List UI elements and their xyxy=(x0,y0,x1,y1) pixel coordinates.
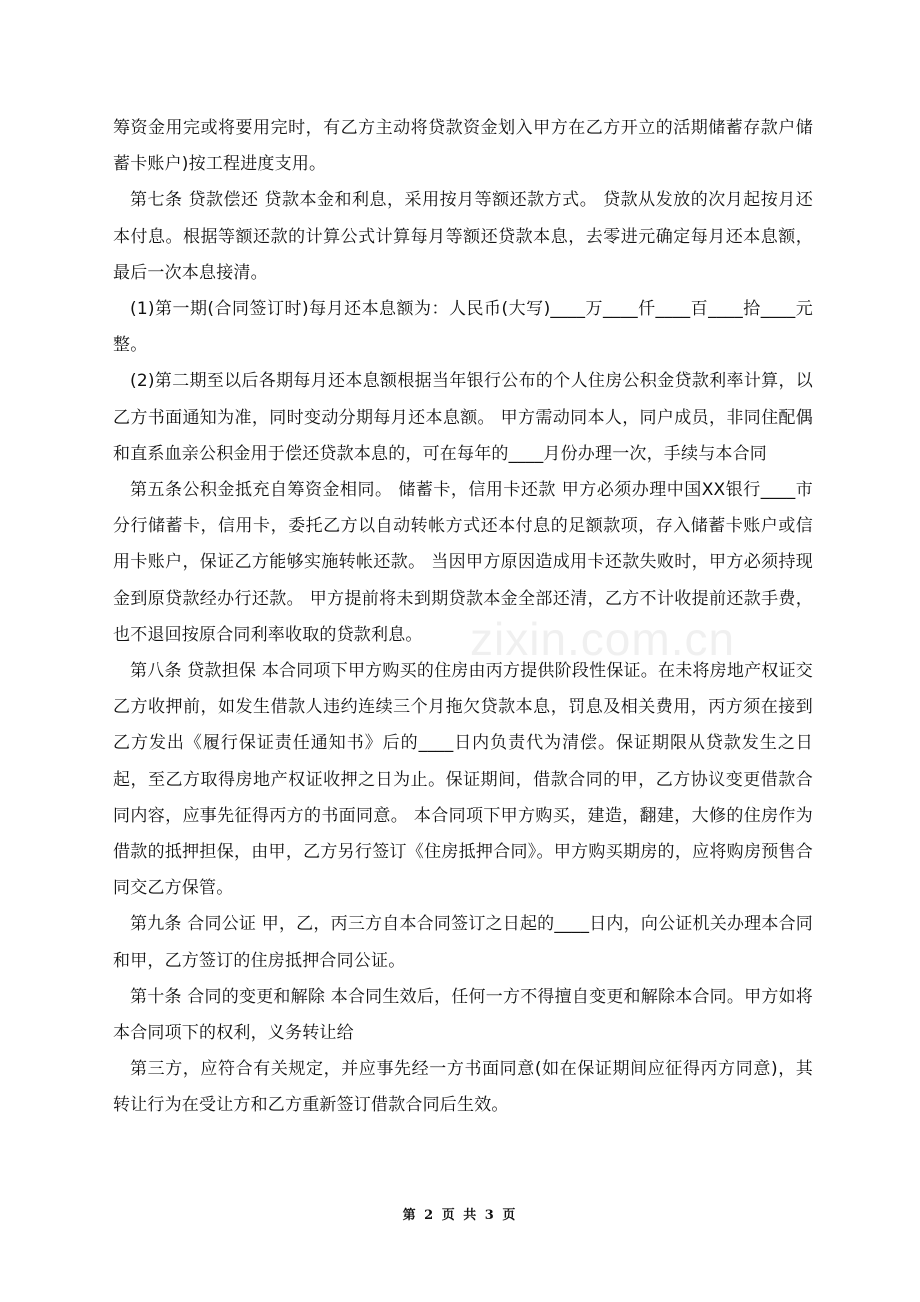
page-number-footer: 第 2 页 共 3 页 xyxy=(402,1208,518,1223)
document-body xyxy=(113,110,813,1124)
paragraph-3: (1)第一期(合同签订时)每月还本息额为：人民币(大写)____万____仟____百____拾____元整。 xyxy=(113,299,813,356)
paragraph-8: 第十条 合同的变更和解除 本合同生效后，任何一方不得擅自变更和解除本合同。甲方如将本合同项下的权利，义务转让给 xyxy=(113,986,813,1044)
paragraph-9: 第三方，应符合有关规定，并应事先经一方书面同意(如在保证期间应征得丙方同意)，其转让行为在受让方和乙方重新签订借款合同后生效。 xyxy=(113,1059,813,1116)
paragraph-1: 筹资金用完或将要用完时，有乙方主动将贷款资金划入甲方在乙方开立的活期储蓄存款户储蓄卡账户)按工程进度支用。 xyxy=(113,118,813,175)
paragraph-2: 第七条 贷款偿还 贷款本金和利息，采用按月等额还款方式。 贷款从发放的次月起按月还本付息。根据等额还款的计算公式计算每月等额还贷款本息，去零进元确定每月还本息额，最后一次本息接清。 xyxy=(113,190,813,283)
paragraph-6: 第八条 贷款担保 本合同项下甲方购买的住房由丙方提供阶段性保证。在未将房地产权证交乙方收押前，如发生借款人违约连续三个月拖欠贷款本息，罚息及相关费用，丙方须在接到乙方发出《履行保证责任通知书》后的____日内负责代为清偿。保证期限从贷款发生之日起，至乙方取得房地产权证收押之日为止。保证期间，借款合同的甲，乙方协议变更借款合同内容，应事先征得丙方的书面同意。 本合同项下甲方购买，建造，翻建，大修的住房作为借款的抵押担保，由甲，乙方另行签订《住房抵押合同》。甲方购买期房的，应将购房预售合同交乙方保管。 xyxy=(113,661,813,899)
watermark: zixin.com.cn xyxy=(470,613,736,665)
paragraph-4: (2)第二期至以后各期每月还本息额根据当年银行公布的个人住房公积金贷款利率计算，以乙方书面通知为准，同时变动分期每月还本息额。 甲方需动同本人，同户成员，非同住配偶和直系血亲公积金用于偿还贷款本息的，可在每年的____月份办理一次，手续与本合同 xyxy=(113,371,813,464)
paragraph-5: 第五条公积金抵充自筹资金相同。 储蓄卡，信用卡还款 甲方必须办理中国XX银行____市分行储蓄卡，信用卡，委托乙方以自动转帐方式还本付息的足额款项，存入储蓄卡账户或信用卡账户，保证乙方能够实施转帐还款。 当因甲方原因造成用卡还款失败时，甲方必须持现金到原贷款经办行还款。 甲方提前将未到期贷款本金全部还清，乙方不计收提前还款手费，也不退回按原合同利率收取的贷款利息。 xyxy=(113,480,813,645)
paragraph-7: 第九条 合同公证 甲，乙，丙三方自本合同签订之日起的____日内，向公证机关办理本合同和甲，乙方签订的住房抵押合同公证。 xyxy=(113,914,813,971)
